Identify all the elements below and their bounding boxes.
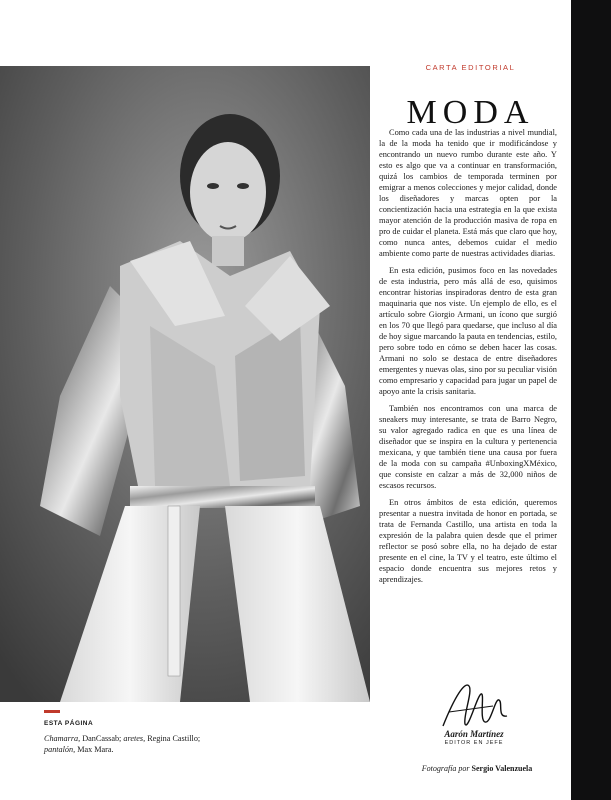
photo-credit-prefix: Fotografía por: [421, 764, 470, 773]
caption-accent-bar: [44, 710, 60, 713]
caption-brand: DanCassab;: [80, 734, 122, 743]
body-paragraph: Como cada una de las industrias a nivel mundial, la de la moda ha tenido que ir modificándose y encontrando un nuevo rumbo durante este año. Y esto es algo que va a continuar en transformación, quizá los cambios de temporada terminen por emigrar a menos colecciones y mejor calidad, donde los diseñadores y marcas opten por la concientización hacia una estrategia en la que exista mayor atención de la producción masiva de ropa en pro de cuidar el planeta. Está más que claro que hoy, como nunca antes, debemos cuidar el medio ambiente como parte de nuestras actividades diarias.: [379, 128, 557, 258]
signer-name: Aarón Martínez: [444, 729, 504, 739]
section-kicker: CARTA EDITORIAL: [425, 63, 516, 72]
editorial-body: [379, 127, 557, 591]
caption-item: aretes,: [121, 734, 146, 743]
photographer-name: Sergio Valenzuela: [471, 764, 533, 773]
signer-role: EDITOR EN JEFE: [444, 740, 504, 746]
page-title: MODA: [406, 93, 535, 131]
body-paragraph: En otros ámbitos de esta edición, queremos presentar a nuestra invitada de honor en portada, se trata de Fernanda Castillo, una artista en toda la expresión de la palabra quien desde que el primer reflector se posó sobre ella, no ha dejado de estar presente en el cine, la TV y el teatro, este último el espacio donde encuentra sus mejores retos y aprendizajes.: [379, 498, 557, 584]
photo-caption: [44, 733, 224, 755]
body-paragraph: También nos encontramos con una marca de sneakers muy interesante, se trata de Barro Negro, su valor agregado radica en que es una línea de diseñador que se inspira en la cultura y pertenencia mexicana, y que también tiene una causa por fuera de la moda con su campaña #UnboxingXMéxico, que consiste en calzar a más de 32,000 niños de escasos recursos.: [379, 404, 557, 490]
caption-label: ESTA PÁGINA: [44, 720, 94, 727]
body-paragraph: En esta edición, pusimos foco en las novedades de esta industria, pero más allá de eso, quisimos encontrar historias inspiradoras dentro de esta gran maquinaria que nos viste. Un ejemplo de ello, es el artículo sobre Giorgio Armani, un ícono que surgió en los 70 que llegó para quedarse, que incluso al día de hoy sigue marcando la pauta en tendencias, estilo, pero sobre todo en cómo se deben hacer las cosas. Armani no solo se destaca de entre diseñadores emergentes y nuevas olas, sino por su peculiar visión como empresario y capacidad para jugar un papel de apoyo ante la crisis sanitaria.: [379, 266, 557, 396]
caption-brand: Regina Castillo;: [145, 734, 201, 743]
caption-brand: Max Mara.: [75, 745, 114, 754]
page-edge-strip: [571, 0, 611, 800]
handwritten-signature: [435, 676, 515, 734]
editorial-photo: [0, 66, 370, 702]
caption-item: pantalón,: [44, 745, 76, 754]
photo-credit: [392, 764, 562, 773]
caption-item: Chamarra,: [44, 734, 81, 743]
